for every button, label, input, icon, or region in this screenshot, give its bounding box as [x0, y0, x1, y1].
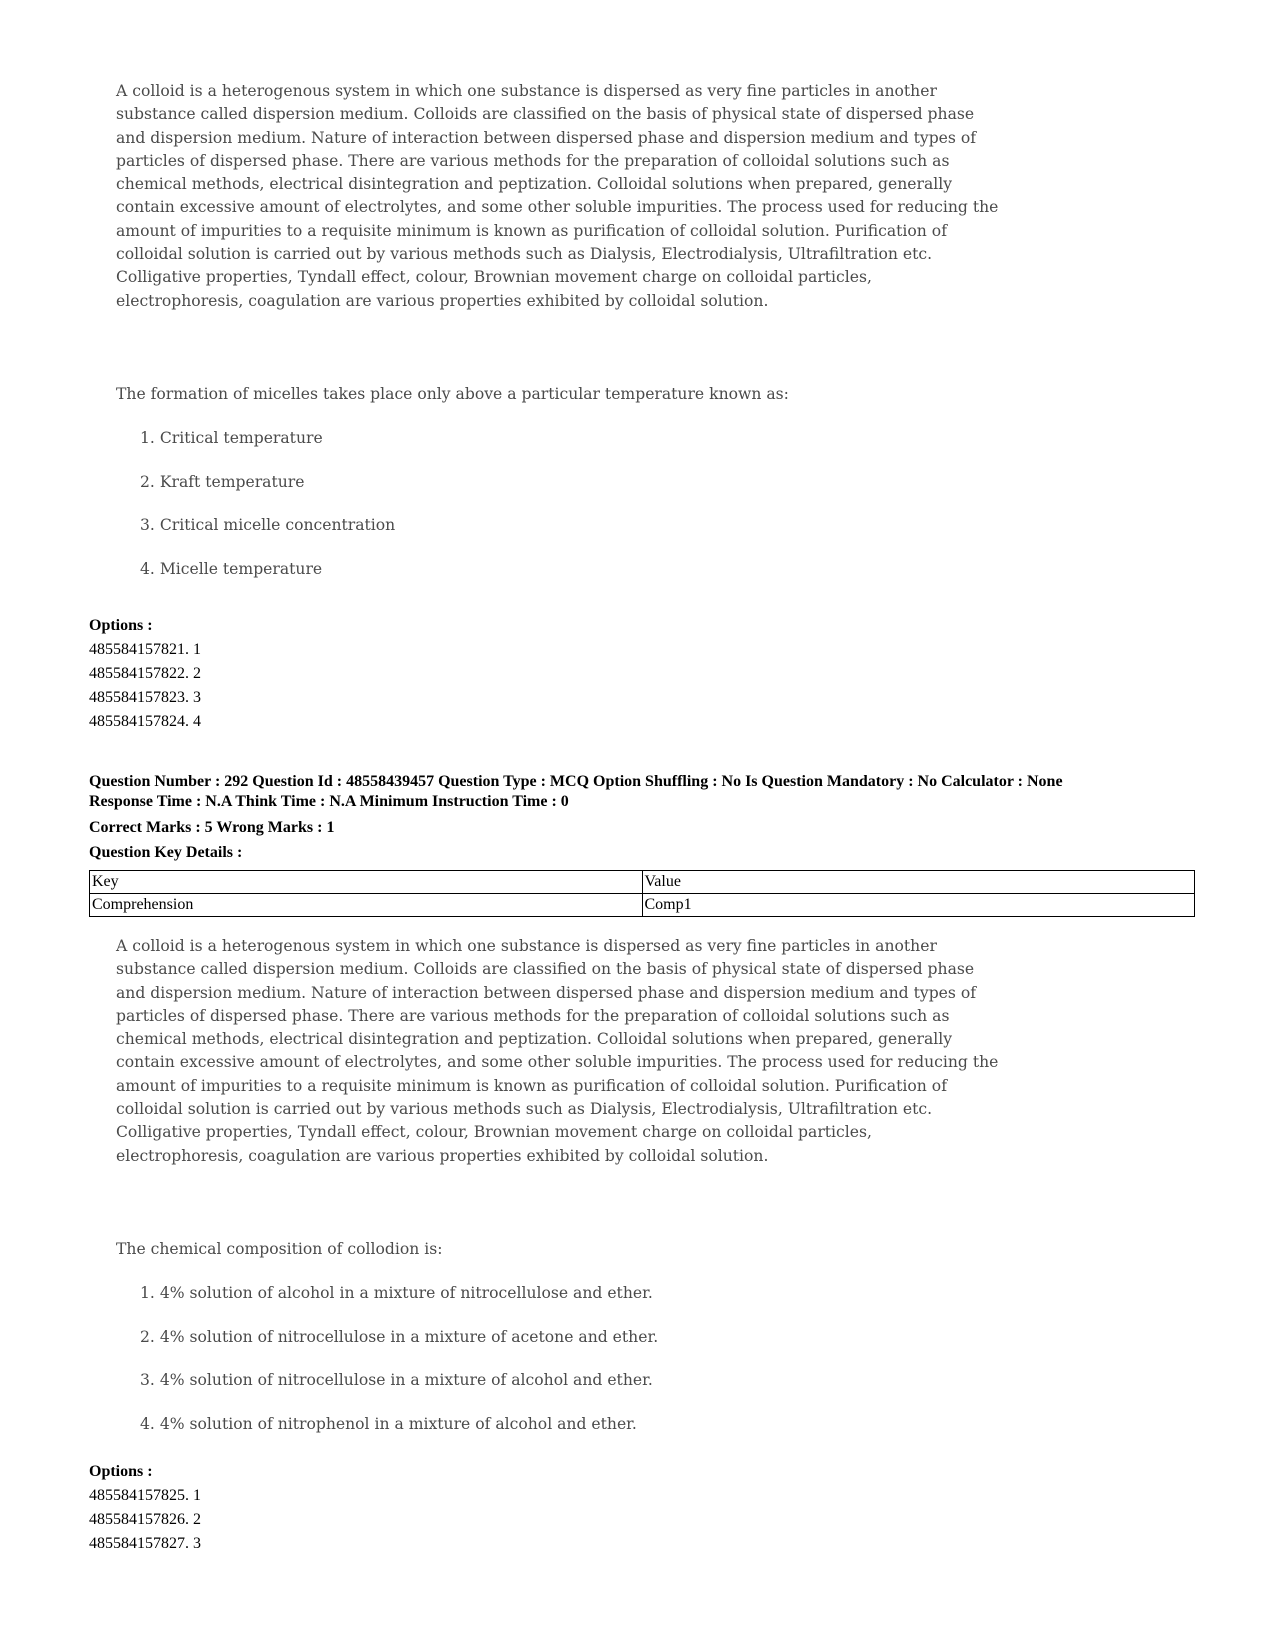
passage-line: colloidal solution is carried out by various methods such as Dialysis, Electrodialysis, Ultrafiltration etc. [116, 245, 933, 264]
passage-line: and dispersion medium. Nature of interaction between dispersed phase and dispersion medium and types of [116, 128, 977, 147]
passage-line: Colligative properties, Tyndall effect, colour, Brownian movement charge on colloidal particles, [116, 268, 872, 287]
choice-2: 2. Kraft temperature [140, 473, 305, 491]
options-label: Options : [89, 1463, 153, 1480]
question-text: The formation of micelles takes place only above a particular temperature known as: [116, 385, 789, 403]
passage-line: contain excessive amount of electrolytes, and some other soluble impurities. The process used for reducing the [116, 198, 999, 217]
option-id: 485584157821. 1 [89, 641, 201, 658]
options-block-2 [89, 1460, 201, 1556]
question-text: The chemical composition of collodion is: [116, 1240, 443, 1258]
question-image-1 [116, 385, 1006, 585]
choice-1: 1. 4% solution of alcohol in a mixture of nitrocellulose and ether. [140, 1284, 653, 1302]
choice-2: 2. 4% solution of nitrocellulose in a mixture of acetone and ether. [140, 1328, 659, 1346]
table-header-cell: Key [90, 871, 643, 894]
passage-line: A colloid is a heterogenous system in which one substance is dispersed as very fine particles in another [116, 937, 937, 955]
option-id: 485584157825. 1 [89, 1487, 201, 1504]
table-row [90, 894, 1195, 917]
table-header-row [90, 871, 1195, 894]
passage-image-1 [116, 80, 1006, 313]
option-id: 485584157826. 2 [89, 1511, 201, 1528]
passage-line: contain excessive amount of electrolytes, and some other soluble impurities. The process used for reducing the [116, 1053, 999, 1072]
passage-image-2 [116, 935, 1006, 1168]
passage-line: amount of impurities to a requisite minimum is known as purification of colloidal solution. Purification of [116, 221, 947, 240]
choice-3: 3. 4% solution of nitrocellulose in a mixture of alcohol and ether. [140, 1371, 653, 1389]
passage-line: substance called dispersion medium. Colloids are classified on the basis of physical state of dispersed phase [116, 960, 975, 979]
table-cell: Comp1 [642, 894, 1195, 917]
question-meta [89, 772, 1239, 812]
option-id: 485584157822. 2 [89, 665, 201, 682]
passage-line: colloidal solution is carried out by various methods such as Dialysis, Electrodialysis, Ultrafiltration etc. [116, 1100, 933, 1119]
meta-line-1: Question Number : 292 Question Id : 48558439457 Question Type : MCQ Option Shuffling : No Is Question Mandatory : No Calculator : None [89, 773, 1063, 790]
passage-line: particles of dispersed phase. There are various methods for the preparation of colloidal solutions such as [116, 1006, 950, 1025]
key-details-table [89, 870, 1195, 917]
option-id: 485584157823. 3 [89, 689, 201, 706]
meta-line-2: Response Time : N.A Think Time : N.A Minimum Instruction Time : 0 [89, 793, 569, 810]
passage-line: amount of impurities to a requisite minimum is known as purification of colloidal solution. Purification of [116, 1076, 947, 1095]
passage-line: electrophoresis, coagulation are various properties exhibited by colloidal solution. [116, 291, 769, 310]
passage-line: chemical methods, electrical disintegration and peptization. Colloidal solutions when prepared, generally [116, 1030, 953, 1049]
passage-line: chemical methods, electrical disintegration and peptization. Colloidal solutions when prepared, generally [116, 175, 953, 194]
passage-line: substance called dispersion medium. Colloids are classified on the basis of physical state of dispersed phase [116, 105, 975, 124]
options-label: Options : [89, 617, 153, 634]
passage-line: A colloid is a heterogenous system in which one substance is dispersed as very fine particles in another [116, 82, 937, 100]
passage-line: electrophoresis, coagulation are various properties exhibited by colloidal solution. [116, 1146, 769, 1165]
marks-line: Correct Marks : 5 Wrong Marks : 1 [89, 819, 335, 836]
passage-line: and dispersion medium. Nature of interaction between dispersed phase and dispersion medium and types of [116, 983, 977, 1002]
passage-line: particles of dispersed phase. There are various methods for the preparation of colloidal solutions such as [116, 151, 950, 170]
option-id: 485584157824. 4 [89, 713, 201, 730]
table-header-cell: Value [642, 871, 1195, 894]
choice-1: 1. Critical temperature [140, 429, 323, 447]
question-image-2 [116, 1240, 1006, 1440]
key-details-label: Question Key Details : [89, 844, 243, 861]
choice-4: 4. Micelle temperature [140, 560, 323, 578]
options-block-1 [89, 614, 201, 734]
passage-line: Colligative properties, Tyndall effect, colour, Brownian movement charge on colloidal particles, [116, 1123, 872, 1142]
choice-4: 4. 4% solution of nitrophenol in a mixture of alcohol and ether. [140, 1415, 637, 1433]
option-id: 485584157827. 3 [89, 1535, 201, 1552]
table-cell: Comprehension [90, 894, 643, 917]
choice-3: 3. Critical micelle concentration [140, 516, 396, 534]
